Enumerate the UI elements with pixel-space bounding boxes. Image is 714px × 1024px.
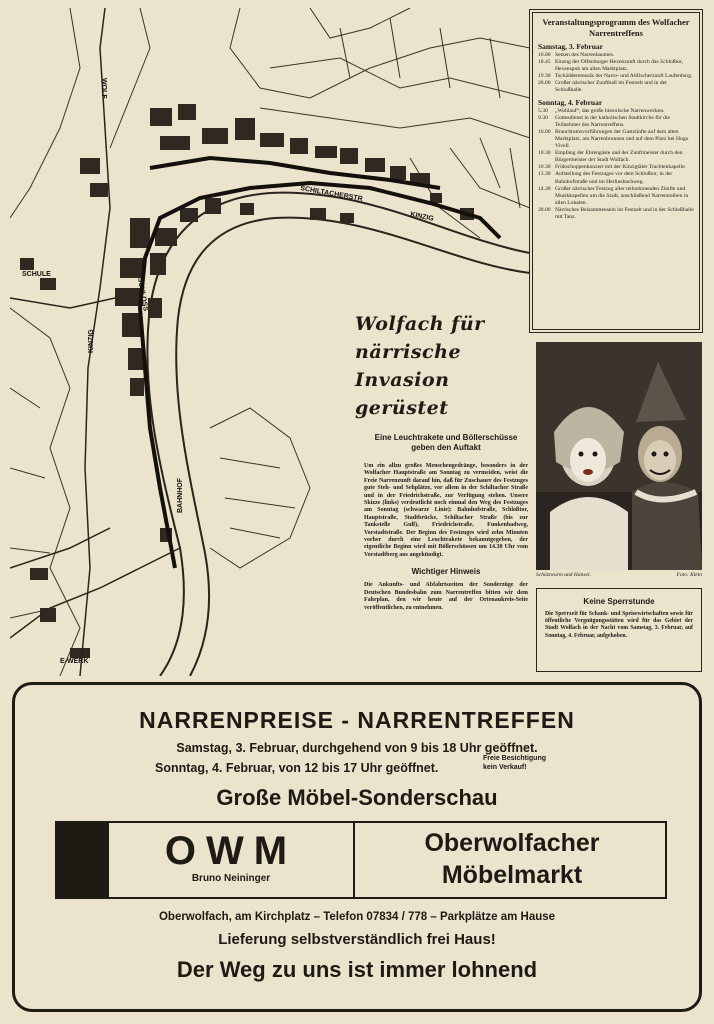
- article: [364, 433, 528, 612]
- owm-owner: Bruno Neininger: [191, 873, 271, 884]
- ad-title: NARRENPREISE - NARRENTREFFEN: [139, 707, 575, 733]
- event-description: Gottesdienst in der katholischen Stadtkirche für die Teilnehmer des Narrentreffens.: [555, 114, 670, 128]
- banner-black-block: [57, 823, 109, 897]
- ad-address: Oberwolfach, am Kirchplatz – Telefon 07834 / 778 – Parkplätze am Hause: [158, 911, 556, 923]
- event-time: 5.30: [538, 107, 548, 114]
- event-time: 16.00: [538, 52, 551, 58]
- program-event: [538, 108, 694, 115]
- ad-note-line-2: kein Verkauf!: [483, 763, 527, 771]
- ad-sunday-note: [483, 755, 546, 772]
- sperrstunde-box: [536, 588, 702, 672]
- ad-sunday-hours: Sonntag, 4. Februar, von 12 bis 17 Uhr geöffnet.: [155, 761, 439, 775]
- carnival-photo: [536, 342, 702, 570]
- hint-heading: Wichtiger Hinweis: [411, 567, 481, 577]
- event-description: Frühschoppenkonzert mit der Kinzigtäler Trachtenkapelle.: [555, 164, 686, 171]
- article-body: Um ein allzu großes Menschengedränge, besonders in der Wolfacher Hauptstraße am Sonntag zu vermeiden, weist die Freie Narrenzunft darauf hin, daß für Zuschauer des Festzuges gute Steh- und Sehplätze, vor allem in der Schiltacher Straße und in der Friedrichstraße, zur Verfügung stehen. Unsere Skizze (links) verdeutlicht noch einmal den Weg des Festzuges am Sonntag (schwarze Linie): Bahnhofstraße, Schloßtor, Hauptstraße, Stadtbrücke, Schiltacher Straße (bis zur Tankstelle Gulf), Friedrichstraße, Funkenbadweg, Vorstadtstraße. Der Beginn des Festzuges wird zehn Minuten vorher durch eine Leuchtrakete bekanntgegeben, der eigentliche Beginn wird mit Böllerschüssen um 14.30 Uhr vom Vorstadtberg aus angekündigt.: [364, 463, 528, 558]
- event-time: 10.30: [538, 150, 551, 157]
- program-event: [538, 59, 694, 73]
- program-event: [538, 80, 694, 94]
- program-day-label: Sonntag, 4. Februar: [538, 97, 603, 107]
- event-time: 10.30: [538, 164, 551, 171]
- article-subheading: Eine Leuchtrakete und Böllerschüsse geben den Auftakt: [374, 433, 518, 452]
- ad-note-line-1: Freie Besichtigung: [483, 755, 547, 762]
- event-time: 9.30: [538, 114, 548, 121]
- map-label-schloss: SCHLOSS: [136, 277, 149, 312]
- headline-line-1: Wolfach für: [355, 313, 485, 335]
- event-time: 20.00: [538, 206, 551, 213]
- program-event: [538, 207, 694, 221]
- company-name-line-1: Oberwolfacher: [424, 829, 600, 857]
- photo-credit: Foto: Klein: [676, 572, 702, 578]
- event-time: 14.30: [538, 185, 551, 192]
- owm-logo: OWM: [164, 829, 298, 873]
- map-label-kinzig: KINZIG: [409, 211, 435, 223]
- map-label-e-werk: E-WERK: [60, 658, 89, 665]
- photo-caption-text: Schützwurm und Hansel.: [536, 572, 591, 578]
- event-description: Empfang der Ehrengäste und der Zunftmeister durch den Bürgermeister der Stadt Wolfach.: [555, 150, 683, 164]
- event-description: Aufstellung des Festzuges vor dem Schloßtor, in der Bahnhofstraße und im Herlinsbachweg.: [555, 171, 673, 185]
- hint-body: Die Ankunfts- und Abfahrtszeiten der Sonderzüge der Deutschen Bundesbahn zum Narrentreffen bitten wir dem Fahrplan, den wir heute auf der Ortenaukreis-Seite veröffentlichen, zu entnehmen.: [364, 582, 528, 611]
- headline-line-2: närrische: [355, 341, 462, 363]
- program-event: [538, 129, 694, 150]
- event-description: „Wohlauf“, das große historische Narrenwecken.: [555, 107, 665, 114]
- ad-slogan: Der Weg zu uns ist immer lohnend: [176, 957, 538, 982]
- event-program: [532, 12, 700, 330]
- ad-saturday-hours: Samstag, 3. Februar, durchgehend von 9 bis 18 Uhr geöffnet.: [176, 741, 538, 755]
- ad-delivery: Lieferung selbstverständlich frei Haus!: [218, 931, 496, 948]
- headline: [355, 310, 535, 422]
- program-event: [538, 150, 694, 164]
- event-description: Großer närrischer Festzug aller teilnehmenden Zünfte und Musikkapellen um die Stadt, anschließend Narrentreiben in allen Lokalen.: [555, 185, 689, 206]
- map-label-bahnhof: BAHNHOF: [177, 478, 184, 513]
- owm-banner: [55, 821, 667, 899]
- event-description: Setzen des Narrenbaumes.: [555, 52, 615, 58]
- event-description: Brauchtumsvorführungen der Gastzünfte auf dem alten Marktplatz, am Narrenbrunnen und auf dem Platz bei Hugo Vivell.: [555, 128, 689, 150]
- furniture-advertisement: [12, 682, 702, 1012]
- event-time: 19.30: [538, 73, 551, 80]
- program-event: [538, 115, 694, 129]
- map-label-schiltacherstr: SCHILTACHERSTR: [299, 185, 364, 203]
- program-title: Veranstaltungsprogramm des Wolfacher Narrentreffens: [542, 17, 690, 38]
- program-day-label: Samstag, 3. Februar: [538, 42, 603, 51]
- ad-headline: Große Möbel-Sonderschau: [216, 785, 498, 810]
- photo-caption: [536, 572, 702, 578]
- map-label-wolf: WOLF: [100, 78, 107, 99]
- event-time: 10.00: [538, 128, 551, 135]
- event-description: Närrisches Beisammensein im Festzelt und in der Schloßhalle mit Tanz.: [555, 206, 694, 220]
- program-event: [538, 186, 694, 207]
- event-description: Großer närrischer Zunftball im Festzelt und in der Schloßhalle.: [555, 80, 667, 94]
- owm-logo-box: [109, 823, 355, 897]
- map-label-schule: SCHULE: [22, 271, 51, 278]
- map-label-kinzig-west: KINZIG: [88, 329, 95, 353]
- event-description: Tschädderemusik der Narro- und Altfischerzunft Laufenburg.: [555, 73, 693, 80]
- event-time: 20.00: [538, 80, 551, 87]
- headline-line-3: Invasion gerüstet: [355, 369, 450, 419]
- sperrstunde-heading: Keine Sperrstunde: [583, 597, 655, 606]
- program-days: [538, 42, 694, 221]
- event-time: 18.45: [538, 59, 551, 66]
- company-name-line-2: Möbelmarkt: [441, 861, 583, 889]
- event-description: Einzug der Offenburger Hexenzunft durch das Schloßtor, Hexenspuk am alten Marktplatz.: [555, 59, 684, 73]
- company-name: [357, 827, 667, 891]
- program-event: [538, 171, 694, 185]
- sperrstunde-body: Die Sperrzeit für Schank- und Speisewirtschaften sowie für öffentliche Vergnügungsstätten wird für das Gebiet der Stadt Wolfach in der Nacht vom Samstag, 3. Februar, auf Sonntag, 4. Februar, aufgehoben.: [545, 611, 693, 639]
- event-time: 13.30: [538, 171, 551, 178]
